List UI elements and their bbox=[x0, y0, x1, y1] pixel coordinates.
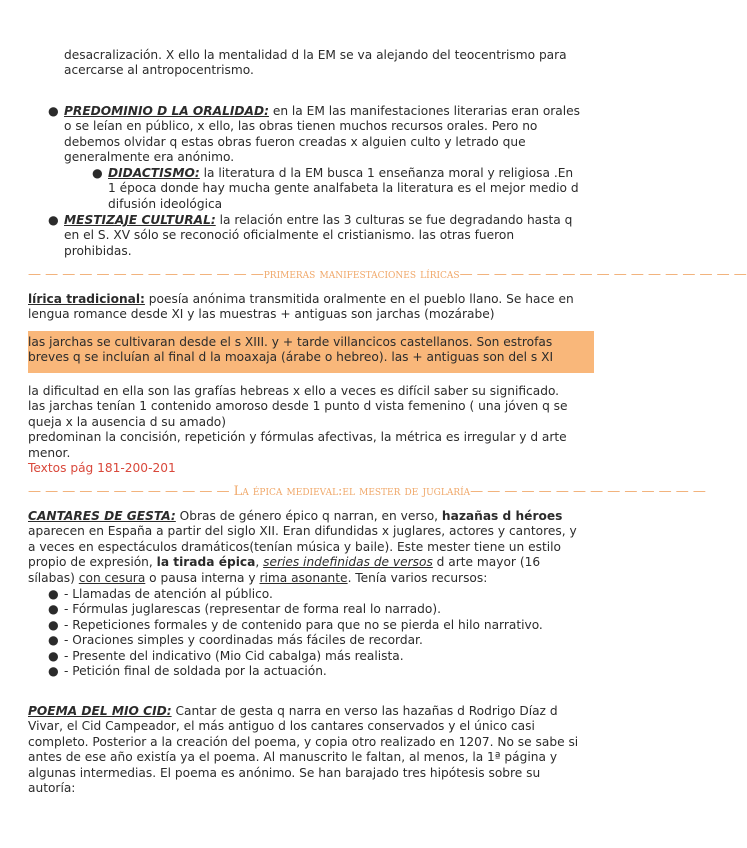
poema-term: POEMA DEL MIO CID: bbox=[28, 704, 172, 718]
bullet-icon: ● bbox=[48, 633, 59, 648]
bullet-icon: ● bbox=[48, 664, 59, 679]
bullet-icon: ● bbox=[48, 104, 59, 118]
heading-rule: — — — — — — — — — — — — — — — — — bbox=[459, 267, 747, 282]
note-line: la dificultad en ella son las grafías hebreas x ello a veces es difícil saber su significado. bbox=[28, 384, 560, 398]
trait-didactismo bbox=[92, 166, 584, 212]
note-line: predominan la concisión, repetición y fórmulas afectivas, la métrica es irregular y d arte menor. bbox=[28, 430, 567, 460]
cantares-term: CANTARES DE GESTA: bbox=[28, 509, 176, 523]
trait-term: PREDOMINIO D LA ORALIDAD: bbox=[64, 104, 269, 118]
bullet-icon: ● bbox=[48, 617, 59, 632]
bullet-icon: ● bbox=[48, 602, 59, 617]
lirica-paragraph: lírica tradicional: poesía anónima transmitida oralmente en el pueblo llano. Se hace en lengua romance desde XI y las muestras + antiguas son jarchas (mozárabe) bbox=[28, 292, 574, 322]
list-item: ● - Repeticiones formales y de contenido para que no se pierda el hilo narrativo. bbox=[48, 617, 543, 632]
intro-paragraph: desacralización. X ello la mentalidad d la EM se va alejando del teocentrismo para acercarse al antropocentrismo. bbox=[64, 48, 567, 78]
heading-rule: — — — — — — — — — — — — bbox=[28, 484, 234, 499]
section-heading-lirica: — — — — — — — — — — — — — —primeras manifestaciones líricas— — — — — — — — — — — — — — — — — bbox=[28, 267, 747, 282]
trait-mestizaje bbox=[48, 213, 584, 259]
jarchas-highlight: las jarchas se cultivaran desde el s XIII. y + tarde villancicos castellanos. Son estrofas breves q se incluían al final d la moaxaja (árabe o hebreo). las + antiguas son del s XI bbox=[28, 331, 594, 373]
bullet-icon: ● bbox=[48, 213, 59, 227]
trait-text: la relación entre las 3 culturas se fue degradando hasta q en el S. XV sólo se reconoció oficialmente el cristianismo. las otras fueron prohibidas. bbox=[64, 213, 573, 258]
trait-oralidad bbox=[48, 104, 584, 166]
list-item: ● - Presente del indicativo (Mio Cid cabalga) más realista. bbox=[48, 648, 404, 663]
section-heading-epica: — — — — — — — — — — — — La épica medieval:el mester de juglaría— — — — — — — — — — — — — — bbox=[28, 484, 706, 499]
trait-text: la literatura d la EM busca 1 enseñanza moral y religiosa .En 1 época donde hay mucha gente analfabeta la literatura es el mejor medio d difusión ideológica bbox=[108, 166, 579, 211]
list-item: ● - Oraciones simples y coordinadas más fáciles de recordar. bbox=[48, 633, 423, 648]
poema-paragraph: POEMA DEL MIO CID: Cantar de gesta q narra en verso las hazañas d Rodrigo Díaz d Vivar, el Cid Campeador, el más antiguo d los cantares conservados y el único casi completo. Posterior a la creación del poema, y copia otro realizado en 1207. No se sabe si antes de ese año existía ya el poema. Al manuscrito le faltan, al menos, la 1ª página y algunas intermedias. El poema es anónimo. Se han barajado tres hipótesis sobre su autoría: bbox=[28, 704, 579, 796]
bullet-icon: ● bbox=[92, 166, 103, 180]
heading-rule: — — — — — — — — — — — — — — bbox=[470, 484, 706, 499]
recursos-list bbox=[48, 587, 584, 679]
jarchas-notes bbox=[28, 384, 580, 476]
bullet-icon: ● bbox=[48, 587, 59, 601]
note-line: las jarchas tenían 1 contenido amoroso desde 1 punto d vista femenino ( una jóven q se queja x la ausencia d su amado) bbox=[28, 399, 568, 429]
cantares-paragraph: CANTARES DE GESTA: Obras de género épico q narran, en verso, hazañas d héroes aparecen en España a partir del siglo XII. Eran difundidas x juglares, actores y cantores, y a veces en espectáculos dramáticos(tenían música y baile). Este mester tiene un estilo propio de expresión, la tirada épica, series indefinidas de versos d arte mayor (16 sílabas) con cesura o pausa interna y rima asonante. Tenía varios recursos: bbox=[28, 509, 577, 585]
textos-reference: Textos pág 181-200-201 bbox=[28, 461, 176, 476]
list-item: ● - Petición final de soldada por la actuación. bbox=[48, 664, 327, 679]
trait-term: DIDACTISMO: bbox=[108, 166, 200, 180]
lirica-term: lírica tradicional: bbox=[28, 292, 145, 306]
heading-rule: — — — — — — — — — — — — — — bbox=[28, 267, 264, 282]
list-item: ● - Fórmulas juglarescas (representar de forma real lo narrado). bbox=[48, 602, 441, 617]
trait-term: MESTIZAJE CULTURAL: bbox=[64, 213, 216, 227]
bullet-icon: ● bbox=[48, 648, 59, 663]
trait-text: en la EM las manifestaciones literarias eran orales o se leían en público, x ello, las obras tienen muchos recursos orales. Pero no debemos olvidar q estas obras fueron creadas x alguien culto y letrado que generalmente era anónimo. bbox=[64, 104, 581, 165]
list-item: ● - Llamadas de atención al público. bbox=[48, 587, 273, 601]
